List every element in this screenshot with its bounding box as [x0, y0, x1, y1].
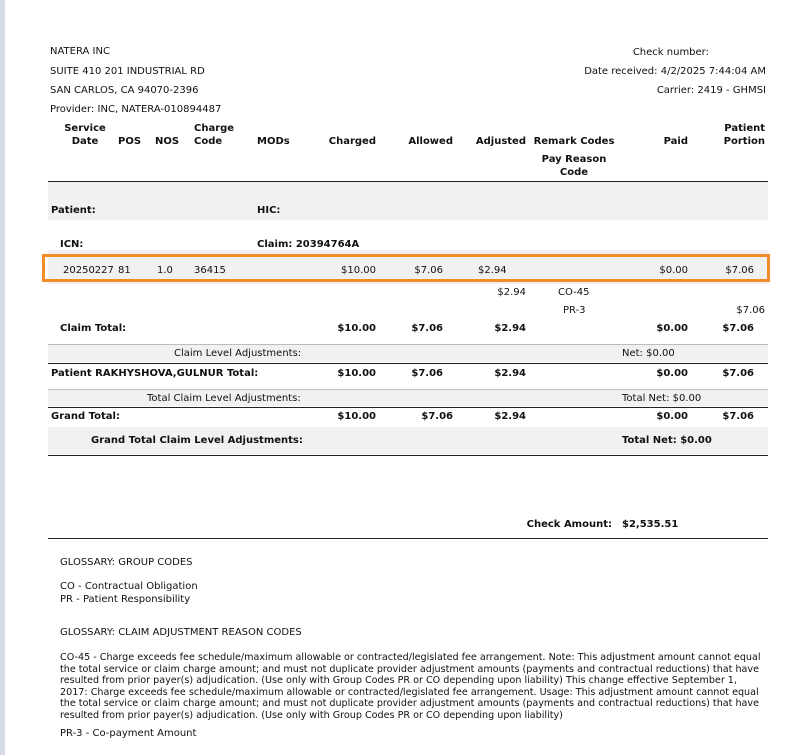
glossary-reason-title: GLOSSARY: CLAIM ADJUSTMENT REASON CODES: [60, 627, 302, 638]
patient-label: Patient:: [51, 205, 96, 216]
adjustment-code: CO-45: [558, 287, 590, 298]
col-mods: MODs: [257, 136, 290, 147]
payer-address-line1: SUITE 410 201 INDUSTRIAL RD: [50, 66, 205, 77]
claim-level-adjustments-label: Claim Level Adjustments:: [174, 348, 302, 359]
check-number-label: Check number:: [632, 47, 709, 58]
col-charge: Charge: [194, 123, 235, 134]
group-code-co: CO - Contractual Obligation: [60, 581, 198, 592]
grand-total-net: Total Net: $0.00: [622, 435, 712, 446]
col-service: Service: [64, 123, 106, 134]
adjustment-amount: $2.94: [497, 287, 526, 298]
claim-level-net: Net: $0.00: [622, 348, 675, 359]
adjustment-code: PR-3: [563, 305, 586, 316]
patient-total-patient: $7.06: [722, 368, 754, 379]
col-date: Date: [71, 136, 99, 147]
grand-total-adjusted: $2.94: [494, 411, 526, 422]
patient-total-divider: [48, 363, 768, 364]
grand-total-divider: [48, 407, 768, 408]
payer-name: NATERA INC: [50, 46, 110, 57]
col-nos: NOS: [155, 136, 180, 147]
carrier: Carrier: 2419 - GHMSI: [656, 85, 766, 96]
service-nos: 1.0: [157, 265, 173, 276]
patient-band: [48, 182, 768, 220]
claim-number: Claim: 20394764A: [257, 239, 360, 250]
grand-total-label: Grand Total:: [51, 411, 120, 422]
col-code: Code: [194, 136, 223, 147]
reason-code-co45: CO-45 - Charge exceeds fee schedule/maximum allowable or contracted/legislated fee arrangement. Note: This adjustment amount cannot equal the total service or claim charge amount; and must not duplicate provider adjustment amounts (payments and contractual reductions) that have resulted from prior payer(s) adjudication. (Use only with Group Codes PR or CO depending upon liability) This change effective September 1, 2017: Charge exceeds fee schedule/maximum allowable or contracted/legislated fee arrangement. Usage: This adjustment amount cannot equal the total service or claim charge amount; and must not duplicate provider adjustment amounts (payments and contractual reductions) that have resulted from prior payer(s) adjudication. (Use only with Group Codes PR or CO depending upon liability): [60, 652, 761, 721]
payer-address-line2: SAN CARLOS, CA 94070-2396: [50, 85, 199, 96]
service-date: 20250227: [63, 265, 114, 276]
service-charged: $10.00: [341, 265, 376, 276]
claim-total-allowed: $7.06: [411, 323, 443, 334]
grand-total-patient: $7.06: [722, 411, 754, 422]
provider-id: Provider: INC, NATERA-010894487: [50, 104, 222, 115]
col-adjusted: Adjusted: [475, 136, 526, 147]
grand-total-allowed: $7.06: [421, 411, 453, 422]
claim-total-patient: $7.06: [722, 323, 754, 334]
claim-total-charged: $10.00: [337, 323, 376, 334]
check-amount-value: $2,535.51: [622, 519, 679, 530]
col-remark-codes: Remark Codes: [533, 136, 615, 147]
claim-total-label: Claim Total:: [60, 323, 127, 334]
service-code: 36415: [194, 265, 226, 276]
col-patient: Patient: [724, 123, 765, 134]
check-amount-label: Check Amount:: [526, 519, 612, 530]
check-amount-divider: [48, 538, 768, 539]
service-paid: $0.00: [659, 265, 688, 276]
adjustment-patient-amount: $7.06: [736, 305, 765, 316]
col-pay-reason-code: Code: [559, 167, 589, 178]
patient-total-allowed: $7.06: [411, 368, 443, 379]
col-allowed: Allowed: [408, 136, 453, 147]
service-pos: 81: [118, 265, 131, 276]
patient-total-charged: $10.00: [337, 368, 376, 379]
patient-total-label: Patient RAKHYSHOVA,GULNUR Total:: [51, 368, 259, 379]
col-paid: Paid: [663, 136, 688, 147]
total-claim-level-adjustments-label: Total Claim Level Adjustments:: [147, 393, 301, 404]
col-charged: Charged: [328, 136, 376, 147]
group-code-pr: PR - Patient Responsibility: [60, 594, 191, 605]
grand-total-charged: $10.00: [337, 411, 376, 422]
service-patient-portion: $7.06: [725, 265, 754, 276]
date-received: Date received: 4/2/2025 7:44:04 AM: [584, 66, 766, 77]
highlight-box: [42, 254, 770, 282]
glossary-group-title: GLOSSARY: GROUP CODES: [60, 557, 193, 568]
grand-total-bottom-divider: [48, 455, 768, 456]
service-adjusted: $2.94: [478, 265, 507, 276]
claim-total-adjusted: $2.94: [494, 323, 526, 334]
icn-label: ICN:: [60, 239, 84, 250]
patient-total-paid: $0.00: [656, 368, 688, 379]
reason-code-pr3: PR-3 - Co-payment Amount: [60, 728, 197, 739]
grand-total-paid: $0.00: [656, 411, 688, 422]
grand-total-claim-level-label: Grand Total Claim Level Adjustments:: [91, 435, 303, 446]
col-pay-reason: Pay Reason: [541, 154, 607, 165]
patient-total-adjusted: $2.94: [494, 368, 526, 379]
service-allowed: $7.06: [414, 265, 443, 276]
col-portion: Portion: [723, 136, 765, 147]
total-claim-level-net: Total Net: $0.00: [622, 393, 702, 404]
hic-label: HIC:: [257, 205, 281, 216]
claim-total-paid: $0.00: [656, 323, 688, 334]
page-left-edge: [0, 0, 5, 755]
col-pos: POS: [118, 136, 142, 147]
